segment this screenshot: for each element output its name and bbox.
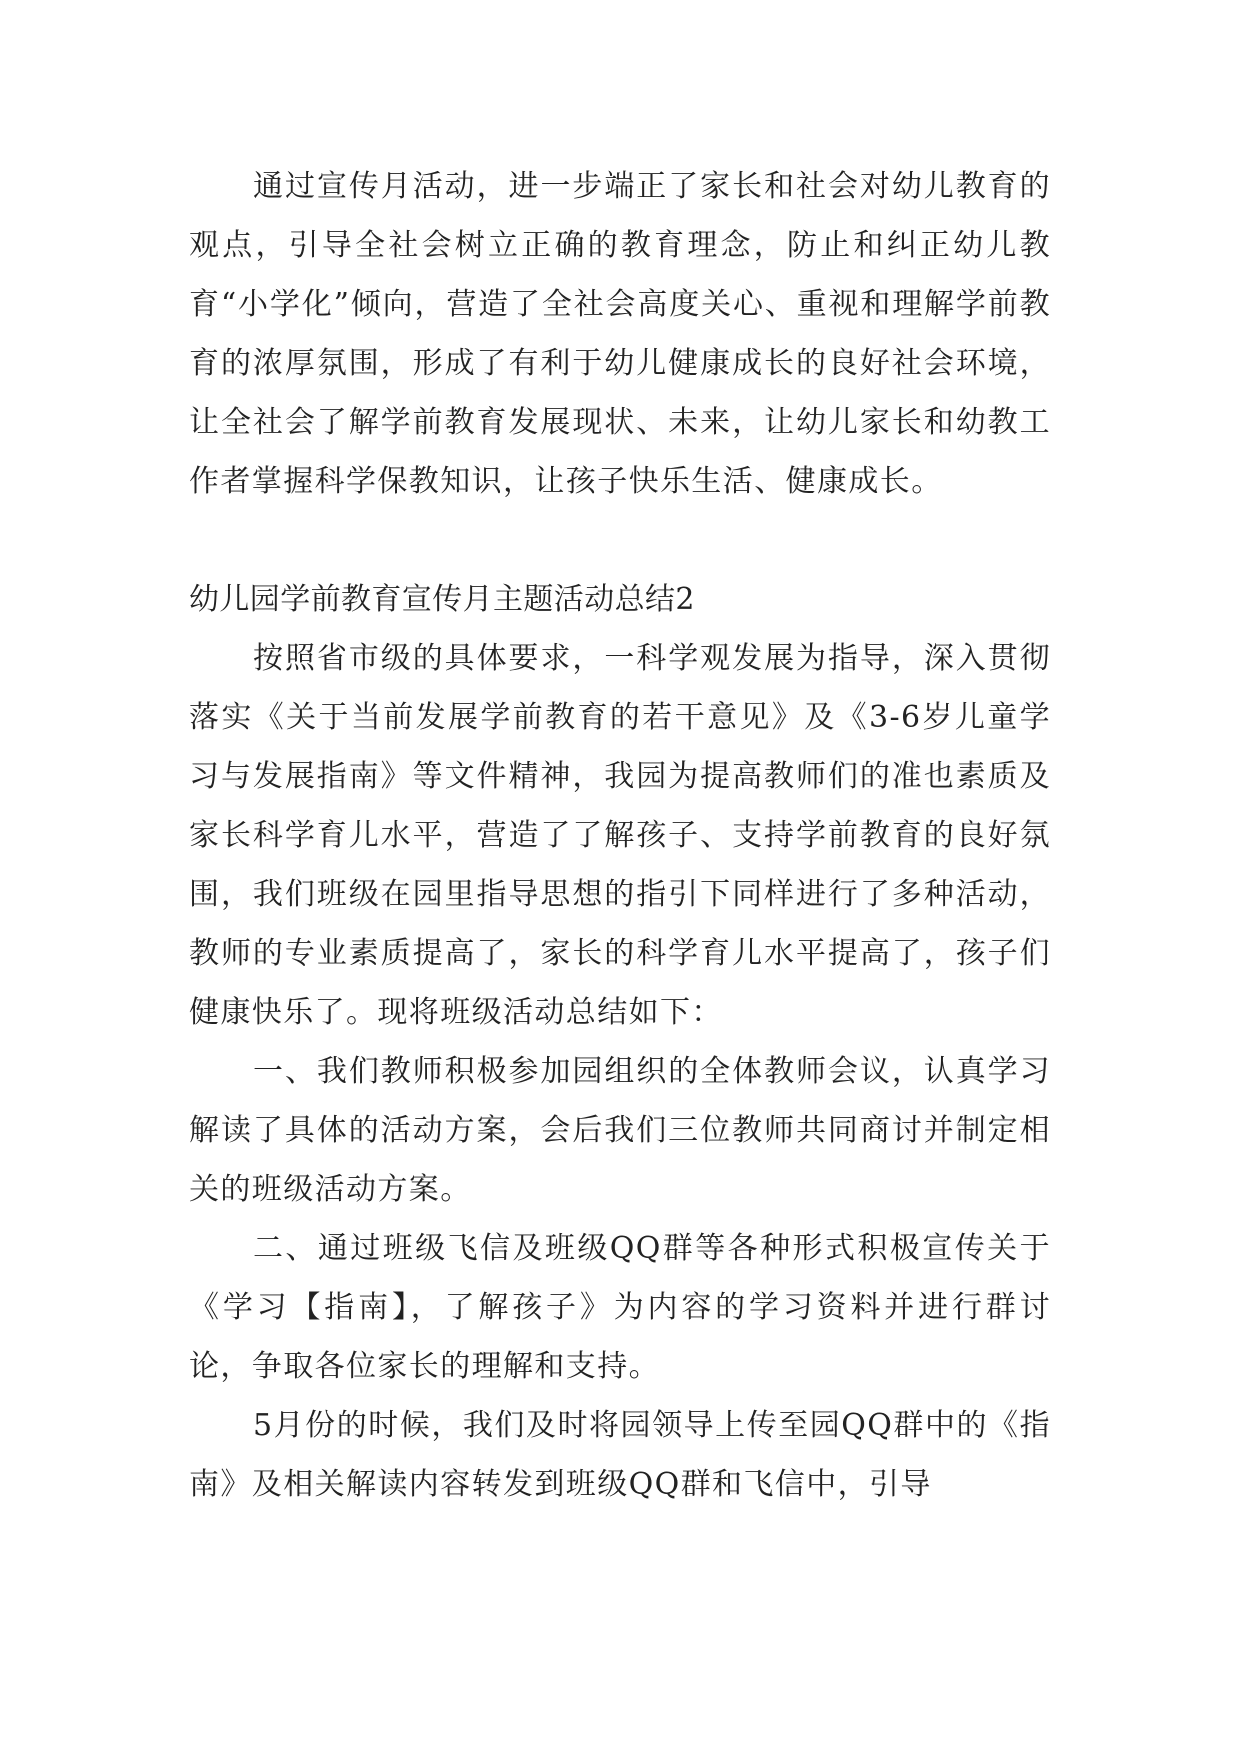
paragraph-item-1: 一、我们教师积极参加园组织的全体教师会议，认真学习解读了具体的活动方案，会后我们三位教师共同商讨并制定相关的班级活动方案。: [189, 1054, 1051, 1207]
paragraph-intro: 通过宣传月活动，进一步端正了家长和社会对幼儿教育的观点，引导全社会树立正确的教育理念，防止和纠正幼儿教育“小学化”倾向，营造了全社会高度关心、重视和理解学前教育的浓厚氛围，形成了有利于幼儿健康成长的良好社会环境，让全社会了解学前教育发展现状、未来，让幼儿家长和幼教工作者掌握科学保教知识，让孩子快乐生活、健康成长。: [189, 169, 1051, 499]
paragraph-gap: [189, 511, 1051, 570]
paragraph-may: 5月份的时候，我们及时将园领导上传至园QQ群中的《指南》及相关解读内容转发到班级QQ群和飞信中，引导: [189, 1408, 1051, 1502]
paragraph-requirements: 按照省市级的具体要求，一科学观发展为指导，深入贯彻落实《关于当前发展学前教育的若干意见》及《3-6岁儿童学习与发展指南》等文件精神，我园为提高教师们的准也素质及家长科学育儿水平，营造了了解孩子、支持学前教育的良好氛围，我们班级在园里指导思想的指引下同样进行了多种活动，教师的专业素质提高了，家长的科学育儿水平提高了，孩子们健康快乐了。现将班级活动总结如下：: [189, 641, 1051, 1030]
paragraph-item-2: 二、通过班级飞信及班级QQ群等各种形式积极宣传关于《学习【指南】，了解孩子》为内容的学习资料并进行群讨论，争取各位家长的理解和支持。: [189, 1231, 1051, 1384]
section-title: 幼儿园学前教育宣传月主题活动总结2: [189, 582, 695, 617]
document-body: [189, 157, 1051, 1514]
